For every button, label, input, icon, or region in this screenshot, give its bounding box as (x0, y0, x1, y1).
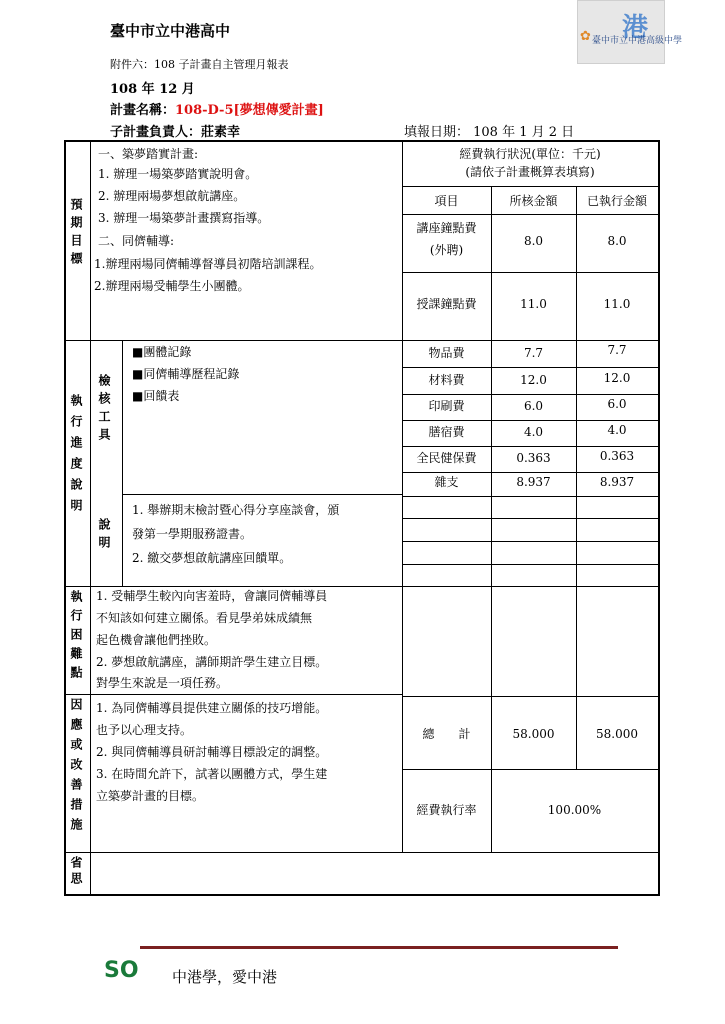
budget-item: 膳宿費 (428, 425, 465, 439)
footer-logo: SO (104, 958, 139, 983)
divider (122, 340, 123, 586)
divider (402, 472, 658, 473)
budget-spent: 8.937 (599, 475, 635, 489)
check-tool-item: ■同儕輔導歷程記錄 (132, 367, 240, 381)
budget-spent: 6.0 (607, 397, 627, 411)
check-tool-item: ■回饋表 (132, 389, 180, 403)
plan-name (110, 99, 324, 118)
divider (402, 272, 658, 273)
footer-motto: 中港學，愛中港 (172, 968, 278, 986)
divider (402, 446, 658, 447)
school-name: 臺中市立中港高中 (110, 22, 231, 40)
difficulty-line: 2. 夢想啟航講座，講師期許學生建立目標。 (96, 655, 328, 669)
footer-rule (140, 946, 618, 949)
divider (122, 494, 402, 495)
goal-line: 2. 辦理兩場夢想啟航講座。 (98, 189, 246, 203)
measure-line: 1. 為同儕輔導員提供建立關係的技巧增能。 (96, 701, 328, 715)
divider (66, 852, 658, 853)
budget-approved: 12.0 (520, 373, 547, 387)
divider (402, 696, 658, 697)
divider (402, 586, 658, 587)
logo-text: 臺中市立中港高級中學 (592, 36, 683, 46)
budget-approved: 4.0 (523, 425, 544, 439)
goal-line: 二、同儕輔導: (98, 234, 175, 248)
divider (66, 340, 402, 341)
divider (402, 420, 658, 421)
section-difficulty: 執行困難點 (69, 590, 83, 685)
budget-item: 授課鐘點費 (416, 297, 477, 311)
explain-line: 1. 舉辦期末檢討暨心得分享座談會，頒 (132, 503, 340, 517)
divider (402, 394, 658, 395)
explain-line: 2. 繳交夢想啟航講座回饋單。 (132, 551, 292, 565)
goal-line: 1.辦理兩場同儕輔導督導員初階培訓課程。 (94, 257, 322, 271)
measure-line: 3. 在時間允許下，試著以團體方式，學生建 (96, 767, 328, 781)
divider (576, 186, 577, 696)
measure-line: 也予以心理支持。 (96, 723, 193, 737)
measure-line: 立築夢計畫的目標。 (96, 789, 205, 803)
budget-approved: 7.7 (523, 346, 544, 360)
budget-item-note: (外聘) (429, 243, 464, 257)
budget-item: 印刷費 (428, 399, 465, 413)
budget-item: 物品費 (428, 346, 465, 360)
total-spent: 58.000 (596, 727, 638, 741)
divider (402, 518, 658, 519)
budget-spent: 4.0 (607, 423, 627, 437)
budget-spent: 0.363 (599, 449, 635, 463)
budget-item: 材料費 (428, 373, 465, 387)
difficulty-line: 對學生來說是一項任務。 (96, 676, 229, 690)
divider (66, 586, 402, 587)
budget-col-spent: 已執行金額 (586, 194, 647, 208)
measure-line: 2. 與同儕輔導員研討輔導目標設定的調整。 (96, 745, 328, 759)
report-month: 108 年 12 月 (110, 82, 195, 97)
section-progress: 執行進度說明 (69, 394, 83, 520)
budget-approved: 6.0 (523, 399, 544, 413)
divider (402, 496, 658, 497)
budget-item: 講座鐘點費 (416, 221, 477, 235)
check-tool-item: ■團體記錄 (132, 345, 192, 359)
explain-line: 發第一學期服務證書。 (132, 527, 253, 541)
plan-title: 108-D-5[夢想傳愛計畫] (175, 103, 324, 118)
difficulty-line: 不知該如何建立關係。看見學弟妹成績無 (96, 611, 313, 625)
goal-line: 3. 辦理一場築夢計畫撰寫指導。 (98, 211, 270, 225)
budget-approved: 8.0 (523, 234, 544, 248)
budget-col-approved: 所核金額 (509, 194, 558, 208)
fill-date: 填報日期： 108 年 1 月 2 日 (404, 125, 575, 140)
section-reflection: 省思 (69, 856, 83, 888)
budget-title: 經費執行狀況(單位：千元) (459, 147, 601, 161)
difficulty-line: 起色機會讓他們挫敗。 (96, 633, 217, 647)
rate-label: 經費執行率 (416, 803, 477, 817)
section-goals: 預期目標 (69, 198, 83, 270)
divider (402, 214, 658, 215)
section-measures: 因應或改善措施 (69, 698, 83, 838)
divider (491, 186, 492, 852)
budget-approved: 8.937 (516, 475, 551, 489)
divider (402, 564, 658, 565)
budget-spent: 11.0 (603, 297, 631, 311)
goal-line: 1. 辦理一場築夢踏實說明會。 (98, 167, 258, 181)
school-logo (577, 0, 683, 64)
total-label: 總 計 (422, 727, 471, 741)
divider (402, 769, 658, 770)
divider (90, 142, 91, 894)
section-check-tools: 檢核工具 (97, 374, 111, 446)
divider (66, 694, 402, 695)
goal-line: 2.辦理兩場受輔學生小團體。 (94, 279, 250, 293)
budget-spent: 8.0 (607, 234, 627, 248)
logo-mark: 港 (622, 13, 649, 43)
budget-item: 全民健保費 (416, 451, 477, 465)
budget-approved: 0.363 (516, 451, 551, 465)
total-approved: 58.000 (512, 727, 555, 741)
budget-col-item: 項目 (434, 194, 459, 208)
budget-subtitle: (請依子計畫概算表填寫) (465, 165, 595, 179)
divider (402, 367, 658, 368)
divider (402, 340, 658, 341)
budget-approved: 11.0 (520, 297, 547, 311)
budget-item: 雜支 (434, 475, 459, 489)
divider (402, 541, 658, 542)
annex-title: 附件六：108 子計畫自主管理月報表 (110, 58, 289, 71)
goal-line: 一、築夢踏實計畫: (98, 147, 199, 161)
budget-spent: 12.0 (603, 371, 631, 385)
difficulty-line: 1. 受輔學生較內向害羞時，會讓同儕輔導員 (96, 589, 328, 603)
logo-emblem-icon: ✿ (580, 29, 591, 44)
section-explain: 說明 (97, 518, 111, 554)
report-table (64, 140, 660, 896)
budget-spent: 7.7 (607, 343, 627, 357)
plan-owner: 子計畫負責人：莊素幸 (110, 125, 241, 140)
plan-label: 計畫名稱： (110, 103, 176, 118)
divider (402, 186, 658, 187)
rate-value: 100.00% (547, 803, 602, 817)
